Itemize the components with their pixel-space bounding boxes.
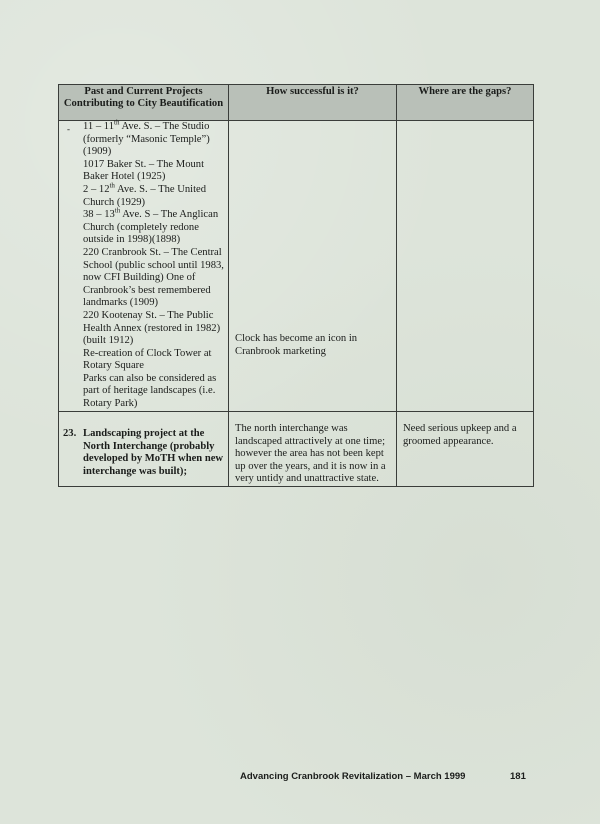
interchange-success-text: The north interchange was landscaped attractively at one time; however the area has not been kept up over the years, and it is now in a very untidy and unattractive state. xyxy=(235,423,386,485)
list-item: Re-creation of Clock Tower at Rotary Square xyxy=(83,347,212,372)
interchange-project-cell xyxy=(59,412,229,487)
header-projects: Past and Current Projects Contributing to City Beautification xyxy=(59,85,229,121)
footer-title: Advancing Cranbrook Revitalization – March 1999 xyxy=(240,771,466,782)
table-row xyxy=(59,121,534,412)
list-item: Parks can also be considered as part of heritage landscapes (i.e. Rotary Park) xyxy=(83,372,217,410)
table-header-row xyxy=(59,85,534,121)
list-item: 220 Kootenay St. – The Public Health Annex (restored in 1982) (built 1912) xyxy=(83,309,221,347)
interchange-gaps-cell xyxy=(397,412,534,487)
list-item: 220 Cranbrook St. – The Central School (public school until 1983, now CFI Building) One of Cranbrook’s best remembered landmarks (1909) xyxy=(83,246,224,309)
projects-table xyxy=(58,84,534,487)
table-row xyxy=(59,412,534,487)
list-item: 2 – 12th Ave. S. – The United Church (1929) xyxy=(83,181,207,208)
interchange-project-text: Landscaping project at the North Interchange (probably developed by MoTH when new interchange was built); xyxy=(83,428,224,477)
clock-success-text: Clock has become an icon in Cranbrook marketing xyxy=(235,333,358,357)
interchange-gaps-text: Need serious upkeep and a groomed appearance. xyxy=(403,423,517,447)
heritage-list xyxy=(59,118,228,411)
heritage-projects-cell xyxy=(59,118,229,412)
heritage-gaps-cell xyxy=(397,121,534,412)
header-success: How successful is it? xyxy=(229,85,397,121)
list-item: 38 – 13th Ave. S – The Anglican Church (completely redone outside in 1998)(1898) xyxy=(83,206,219,246)
interchange-success-cell xyxy=(229,412,397,487)
heritage-success-cell xyxy=(229,121,397,412)
list-bullet: - xyxy=(67,124,70,134)
header-gaps: Where are the gaps? xyxy=(397,85,534,121)
list-item: 1017 Baker St. – The Mount Baker Hotel (1925) xyxy=(83,158,205,183)
page-number: 181 xyxy=(510,771,526,782)
item-number: 23. xyxy=(63,428,77,439)
list-item: 11 – 11th Ave. S. – The Studio (formerly “Masonic Temple”) (1909) xyxy=(83,118,210,158)
